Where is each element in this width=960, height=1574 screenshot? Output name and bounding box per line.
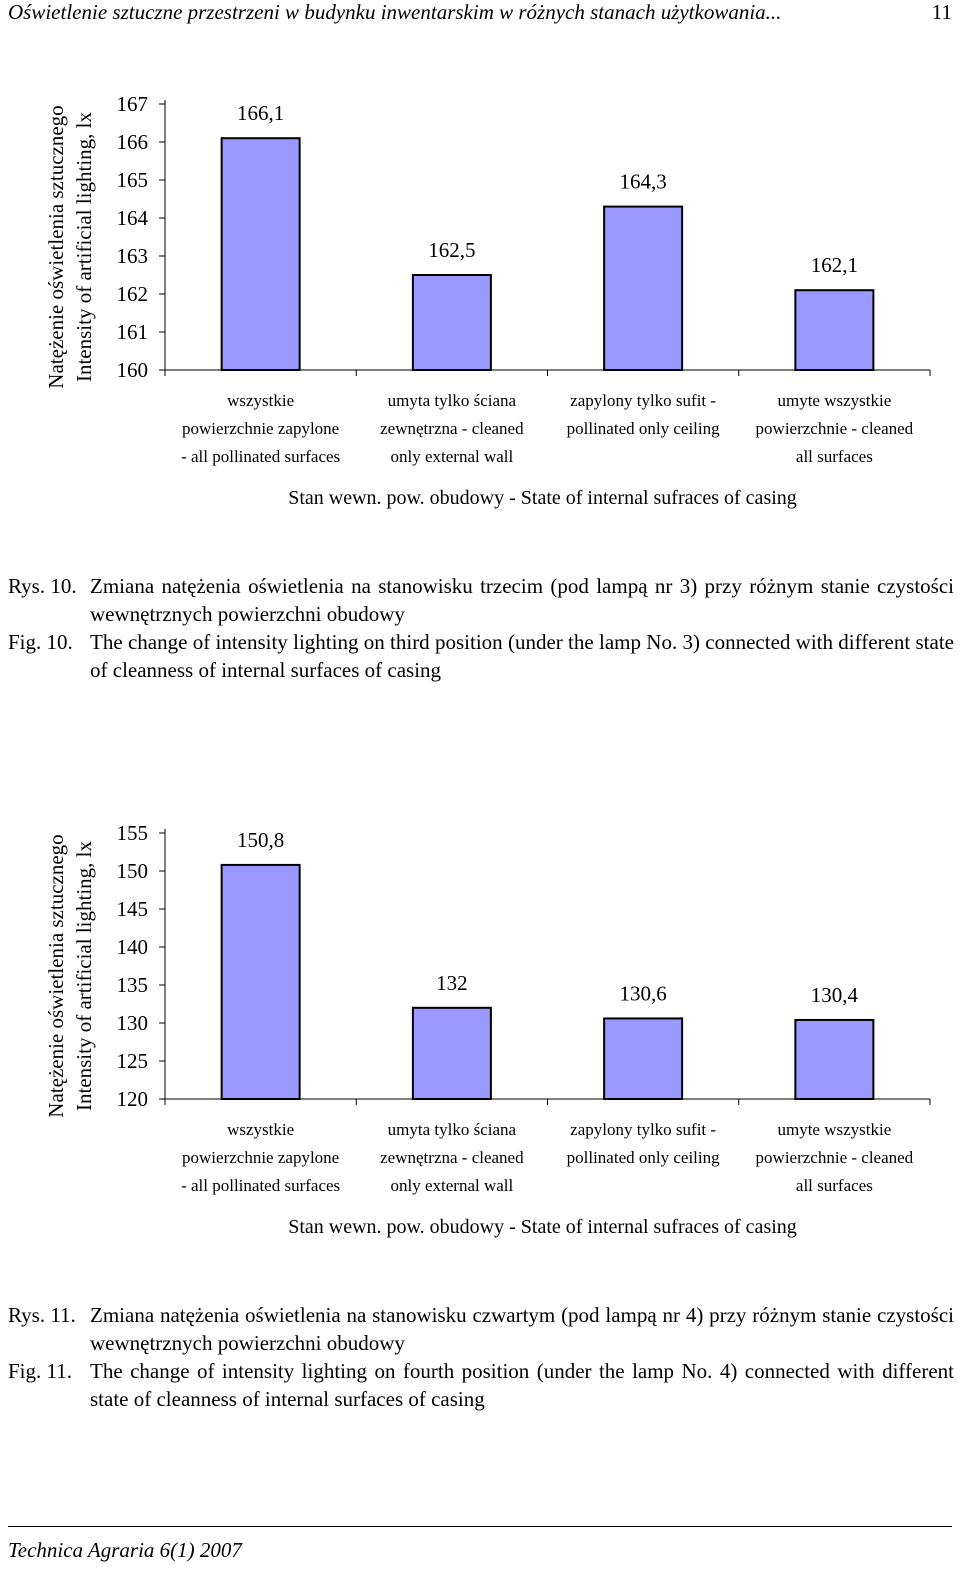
y-tick-label: 120 — [116, 1087, 148, 1111]
y-tick-label: 167 — [116, 92, 148, 116]
caption-pl-label: Rys. 10. — [8, 574, 77, 598]
bar-value-label: 150,8 — [237, 827, 285, 852]
bar — [604, 207, 682, 370]
caption-pl-text: Zmiana natężenia oświetlenia na stanowisku trzecim (pod lampą nr 3) przy różnym stanie czystości wewnętrznych powierzchni obudowy — [90, 574, 954, 626]
page-number: 11 — [931, 0, 952, 24]
x-category-label: powierzchnie - cleaned — [755, 419, 914, 438]
page-header-title: Oświetlenie sztuczne przestrzeni w budynku inwentarskim w różnych stanach użytkowania... — [8, 0, 782, 24]
y-axis-title-line: Intensity of artificial lighting, lx — [72, 840, 96, 1112]
y-tick-label: 140 — [116, 935, 148, 959]
x-category-label: - all pollinated surfaces — [181, 1176, 341, 1195]
x-category-label: powierzchnie zapylone — [182, 419, 340, 438]
bar-chart-fig10 — [0, 80, 960, 600]
bar — [222, 865, 300, 1099]
x-category-label: umyte wszystkie — [777, 1120, 892, 1139]
x-category-label: umyta tylko ściana — [387, 1120, 517, 1139]
bar-value-label: 130,4 — [810, 982, 858, 1007]
caption-en-text: The change of intensity lighting on third position (under the lamp No. 3) connected with different state of cleanness of internal surfaces of casing — [90, 630, 954, 682]
x-category-label: umyte wszystkie — [777, 391, 892, 410]
caption-en-label: Fig. 10. — [8, 630, 73, 654]
caption-pl-label: Rys. 11. — [8, 1303, 76, 1327]
y-tick-label: 125 — [116, 1049, 148, 1073]
x-category-label: zapylony tylko sufit - — [570, 1120, 717, 1139]
y-tick-label: 162 — [116, 282, 148, 306]
caption-en-row — [8, 628, 954, 684]
x-category-label: wszystkie — [227, 1120, 295, 1139]
x-axis-title: Stan wewn. pow. obudowy - State of internal sufraces of casing — [288, 487, 797, 509]
x-category-label: - all pollinated surfaces — [181, 447, 341, 466]
y-tick-label: 165 — [116, 168, 148, 192]
bar-value-label: 130,6 — [619, 981, 667, 1006]
caption-en-text: The change of intensity lighting on fourth position (under the lamp No. 4) connected with different state of cleanness of internal surfaces of casing — [90, 1359, 954, 1411]
y-axis-title-line: Natężenie oświetlenia sztucznego — [44, 105, 68, 389]
y-tick-label: 160 — [116, 358, 148, 382]
x-category-label: all surfaces — [795, 1176, 873, 1195]
y-tick-label: 166 — [116, 130, 148, 154]
bar — [795, 290, 873, 370]
bar-value-label: 164,3 — [619, 169, 667, 194]
y-axis-title-line: Natężenie oświetlenia sztucznego — [44, 834, 68, 1118]
bar — [795, 1020, 873, 1099]
bar — [222, 138, 300, 370]
caption-pl-row — [8, 1301, 954, 1357]
caption-pl-row — [8, 572, 954, 628]
bar-value-label: 166,1 — [237, 101, 285, 126]
bar — [413, 275, 491, 370]
footer-journal: Technica Agraria 6(1) 2007 — [8, 1538, 242, 1562]
x-category-label: wszystkie — [227, 391, 295, 410]
bar-chart-fig11 — [0, 809, 960, 1329]
y-tick-label: 163 — [116, 244, 148, 268]
x-category-label: powierzchnie zapylone — [182, 1148, 340, 1167]
y-tick-label: 164 — [116, 206, 148, 230]
x-category-label: pollinated only ceiling — [566, 419, 720, 438]
caption-pl-text: Zmiana natężenia oświetlenia na stanowisku czwartym (pod lampą nr 4) przy różnym stanie czystości wewnętrznych powierzchni obudowy — [90, 1303, 954, 1355]
caption-en-label: Fig. 11. — [8, 1359, 72, 1383]
x-category-label: all surfaces — [795, 447, 873, 466]
y-tick-label: 161 — [116, 320, 148, 344]
caption-fig11 — [8, 1301, 954, 1413]
x-category-label: zewnętrzna - cleaned — [380, 1148, 524, 1167]
x-category-label: powierzchnie - cleaned — [755, 1148, 914, 1167]
bar — [413, 1008, 491, 1099]
caption-en-row — [8, 1357, 954, 1413]
x-category-label: zapylony tylko sufit - — [570, 391, 717, 410]
x-category-label: only external wall — [390, 1176, 514, 1195]
x-axis-title: Stan wewn. pow. obudowy - State of internal sufraces of casing — [288, 1216, 797, 1238]
bar-value-label: 132 — [436, 970, 468, 995]
bar-value-label: 162,1 — [810, 253, 858, 278]
bar-value-label: 162,5 — [428, 238, 476, 262]
footer-divider — [8, 1526, 952, 1527]
y-tick-label: 145 — [116, 897, 148, 921]
caption-fig10 — [8, 572, 954, 684]
y-tick-label: 130 — [116, 1011, 148, 1035]
y-tick-label: 155 — [116, 821, 148, 845]
x-category-label: umyta tylko ściana — [387, 391, 517, 410]
x-category-label: zewnętrzna - cleaned — [380, 419, 524, 438]
bar — [604, 1018, 682, 1099]
y-tick-label: 150 — [116, 859, 148, 883]
y-axis-title-line: Intensity of artificial lighting, lx — [72, 111, 96, 383]
y-tick-label: 135 — [116, 973, 148, 997]
x-category-label: pollinated only ceiling — [566, 1148, 720, 1167]
x-category-label: only external wall — [390, 447, 514, 466]
